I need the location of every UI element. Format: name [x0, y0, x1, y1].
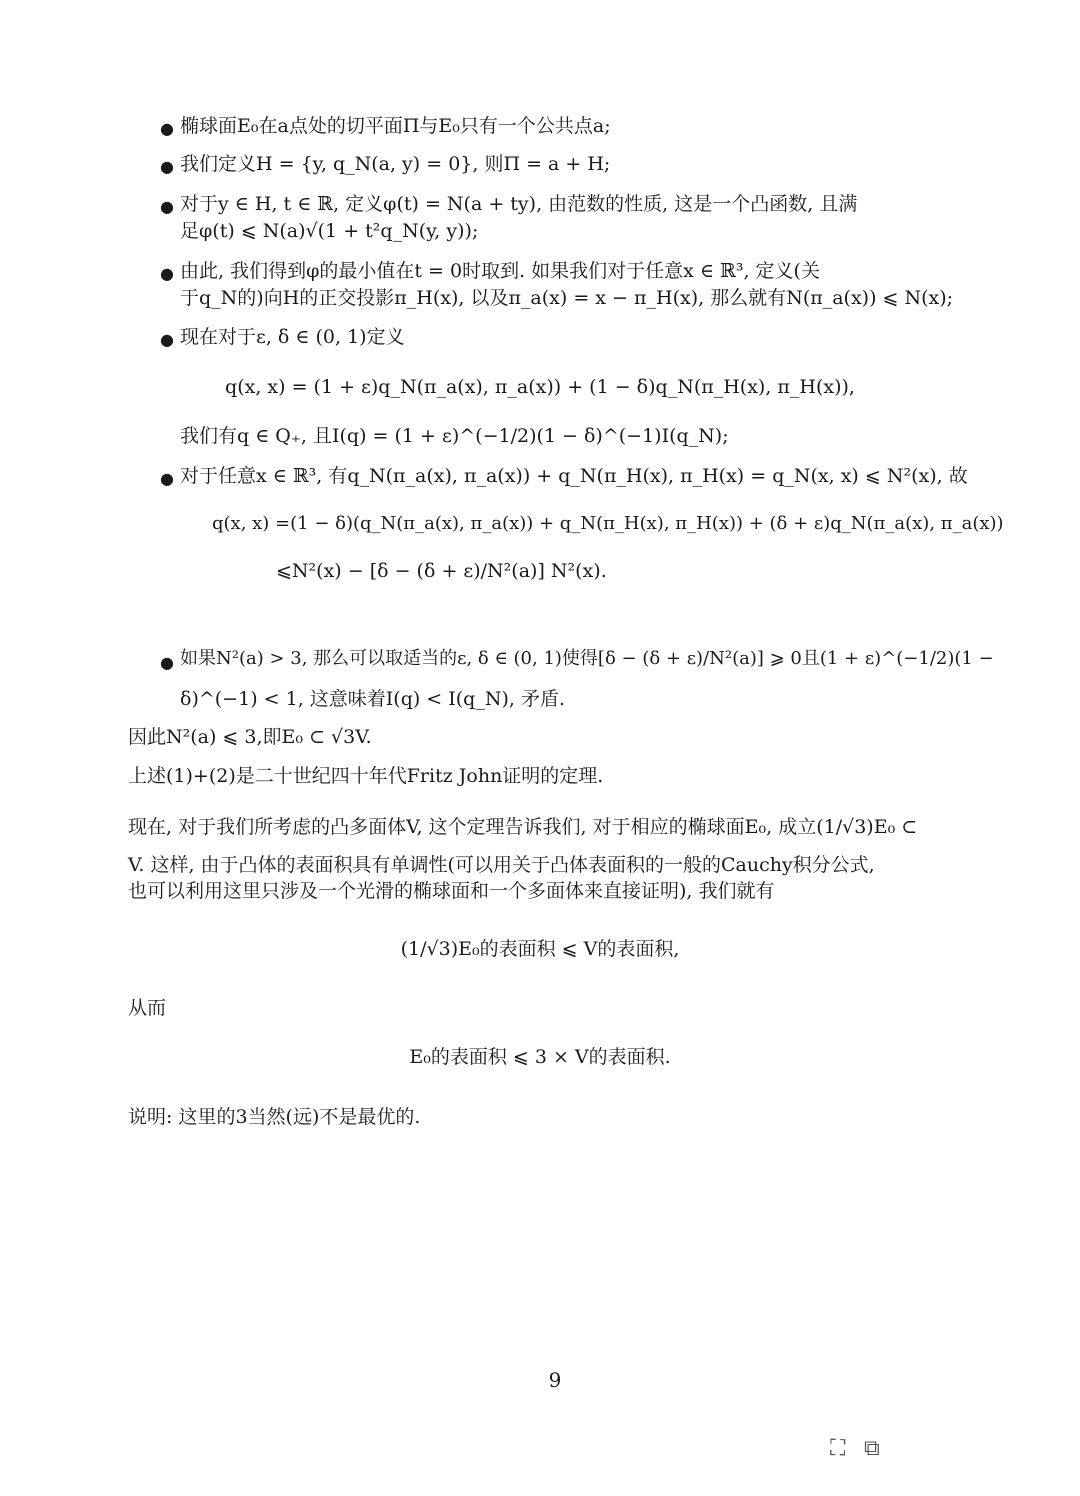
bullet-1-line-1: 椭球面E₀在a点处的切平面Π与E₀只有一个公共点a;	[180, 115, 611, 137]
paragraph-fritz-john: 上述(1)+(2)是二十世纪四十年代Fritz John证明的定理.	[128, 765, 604, 787]
bullet-dot: ●	[160, 157, 174, 176]
paragraph-now-line-2: V. 这样, 由于凸体的表面积具有单调性(可以用关于凸体表面积的一般的Cauchy积分公式,	[128, 854, 875, 876]
bullet-dot: ●	[160, 119, 174, 138]
display-equation-surface-2: E₀的表面积 ⩽ 3 × V的表面积.	[409, 1046, 671, 1068]
bullet-dot: ●	[160, 653, 174, 672]
page-number: 9	[548, 1368, 562, 1392]
bullet-dot: ●	[160, 264, 174, 283]
bullet-dot: ●	[160, 330, 174, 349]
bullet-dot: ●	[160, 197, 174, 216]
bullet-4-line-1: 由此, 我们得到φ的最小值在t = 0时取到. 如果我们对于任意x ∈ ℝ³, 定义(关	[180, 260, 820, 282]
display-equation-surface-1: (1/√3)E₀的表面积 ⩽ V的表面积,	[400, 938, 680, 960]
display-equation-q: q(x, x) = (1 + ε)q_N(π_a(x), π_a(x)) + (1 − δ)q_N(π_H(x), π_H(x)),	[225, 376, 855, 398]
bullet-5-after: 我们有q ∈ Q₊, 且I(q) = (1 + ε)^(−1/2)(1 − δ)^(−1)I(q_N);	[180, 425, 729, 447]
bullet-7-line-1: 如果N²(a) > 3, 那么可以取适当的ε, δ ∈ (0, 1)使得[δ − (δ + ε)/N²(a)] ⩾ 0且(1 + ε)^(−1/2)(1 −	[180, 648, 994, 669]
display-equation-2: ⩽N²(x) − [δ − (δ + ε)/N²(a)] N²(x).	[276, 560, 607, 582]
bullet-3-line-2: 足φ(t) ⩽ N(a)√(1 + t²q_N(y, y));	[180, 220, 479, 242]
bullet-3-line-1: 对于y ∈ H, t ∈ ℝ, 定义φ(t) = N(a + ty), 由范数的性质, 这是一个凸函数, 且满	[180, 193, 858, 215]
bullet-4-line-2: 于q_N的)向H的正交投影π_H(x), 以及π_a(x) = x − π_H(x), 那么就有N(π_a(x)) ⩽ N(x);	[180, 287, 954, 309]
display-equation-1: q(x, x) =(1 − δ)(q_N(π_a(x), π_a(x)) + q_N(π_H(x), π_H(x)) + (δ + ε)q_N(π_a(x), π_a(x))	[212, 513, 1004, 534]
exit-fullscreen-icon[interactable]: ⧉	[864, 1436, 880, 1461]
paragraph-thus: 从而	[128, 997, 167, 1019]
bullet-7-line-2: δ)^(−1) < 1, 这意味着I(q) < I(q_N), 矛盾.	[180, 688, 566, 710]
bullet-dot: ●	[160, 469, 174, 488]
bullet-2-line-1: 我们定义H = {y, q_N(a, y) = 0}, 则Π = a + H;	[180, 153, 611, 175]
fullscreen-icon[interactable]: ⛶	[830, 1436, 846, 1461]
bullet-5-line-1: 现在对于ε, δ ∈ (0, 1)定义	[180, 326, 405, 348]
paragraph-remark: 说明: 这里的3当然(远)不是最优的.	[128, 1106, 421, 1128]
paragraph-conclusion: 因此N²(a) ⩽ 3,即E₀ ⊂ √3V.	[128, 726, 372, 748]
bullet-6-line-1: 对于任意x ∈ ℝ³, 有q_N(π_a(x), π_a(x)) + q_N(π_H(x), π_H(x) = q_N(x, x) ⩽ N²(x), 故	[180, 465, 968, 487]
paragraph-now-line-3: 也可以利用这里只涉及一个光滑的椭球面和一个多面体来直接证明), 我们就有	[128, 880, 775, 902]
paragraph-now-line-1: 现在, 对于我们所考虑的凸多面体V, 这个定理告诉我们, 对于相应的椭球面E₀, 成立(1/√3)E₀ ⊂	[128, 816, 918, 838]
